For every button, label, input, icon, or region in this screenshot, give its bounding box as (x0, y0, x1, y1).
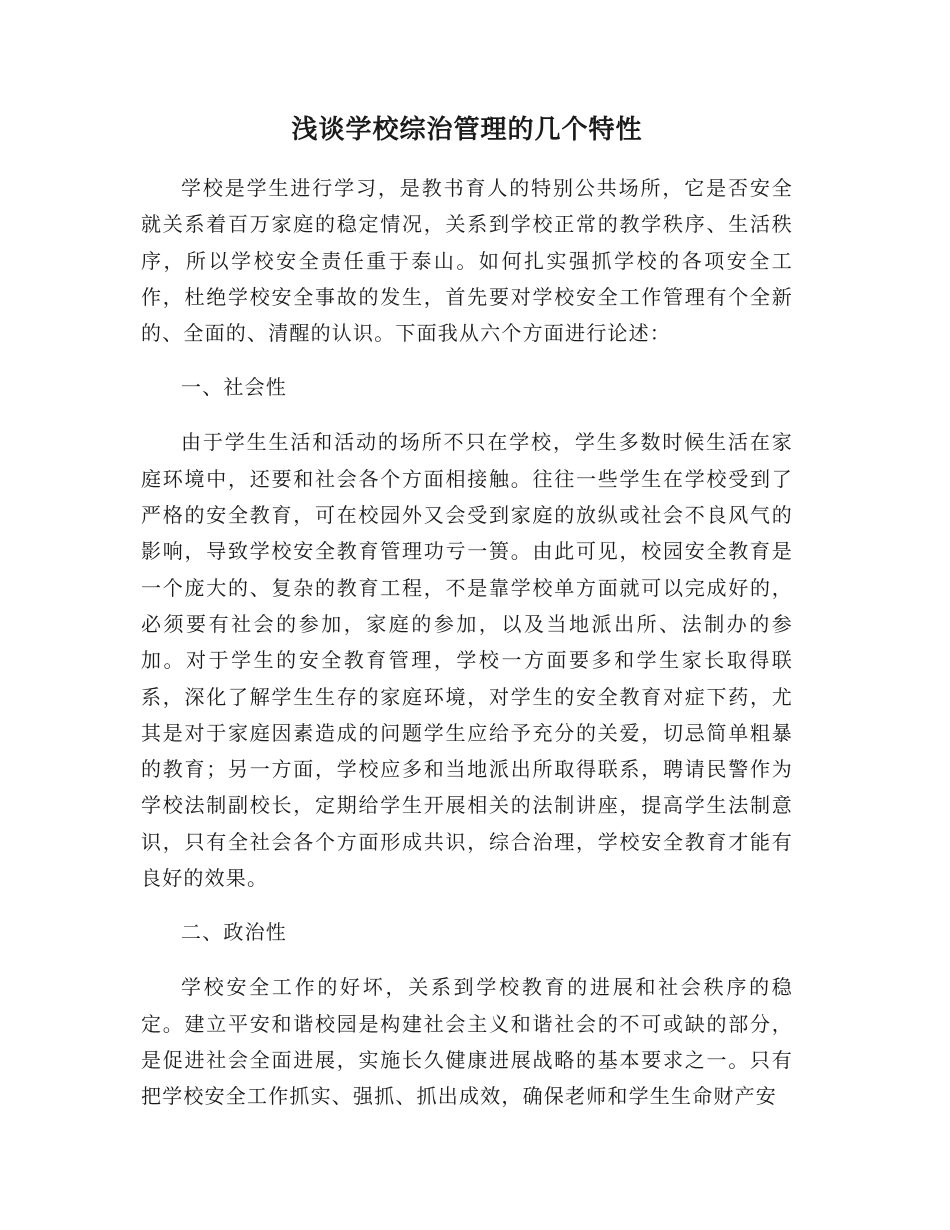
section-heading-political: 二、政治性 (181, 920, 287, 945)
document-page (141, 108, 793, 1133)
section-body-political: 学校安全工作的好坏，关系到学校教育的进展和社会秩序的稳定。建立平安和谐校园是构建社会主义和谐社会的不可或缺的部分，是促进社会全面进展，实施长久健康进展战略的基本要求之一。只有把学校安全工作抓实、强抓、抓出成效，确保老师和学生生命财产安 (141, 975, 793, 1109)
intro-paragraph: 学校是学生进行学习，是教书育人的特别公共场所，它是否安全就关系着百万家庭的稳定情况，关系到学校正常的教学秩序、生活秩序，所以学校安全责任重于泰山。如何扎实强抓学校的各项安全工作，杜绝学校安全事故的发生，首先要对学校安全工作管理有个全新的、全面的、清醒的认识。下面我从六个方面进行论述： (141, 176, 793, 346)
section-body-social: 由于学生生活和活动的场所不只在学校，学生多数时候生活在家庭环境中，还要和社会各个方面相接触。往往一些学生在学校受到了严格的安全教育，可在校园外又会受到家庭的放纵或社会不良风气的影响，导致学校安全教育管理功亏一篑。由此可见，校园安全教育是一个庞大的、复杂的教育工程，不是靠学校单方面就可以完成好的，必须要有社会的参加，家庭的参加，以及当地派出所、法制办的参加。对于学生的安全教育管理，学校一方面要多和学生家长取得联系，深化了解学生生存的家庭环境，对学生的安全教育对症下药，尤其是对于家庭因素造成的问题学生应给予充分的关爱，切忌简单粗暴的教育；另一方面，学校应多和当地派出所取得联系，聘请民警作为学校法制副校长，定期给学生开展相关的法制讲座，提高学生法制意识，只有全社会各个方面形成共识，综合治理，学校安全教育才能有良好的效果。 (141, 430, 793, 891)
section-heading-social: 一、社会性 (181, 375, 287, 400)
document-title: 浅谈学校综治管理的几个特性 (291, 115, 643, 145)
